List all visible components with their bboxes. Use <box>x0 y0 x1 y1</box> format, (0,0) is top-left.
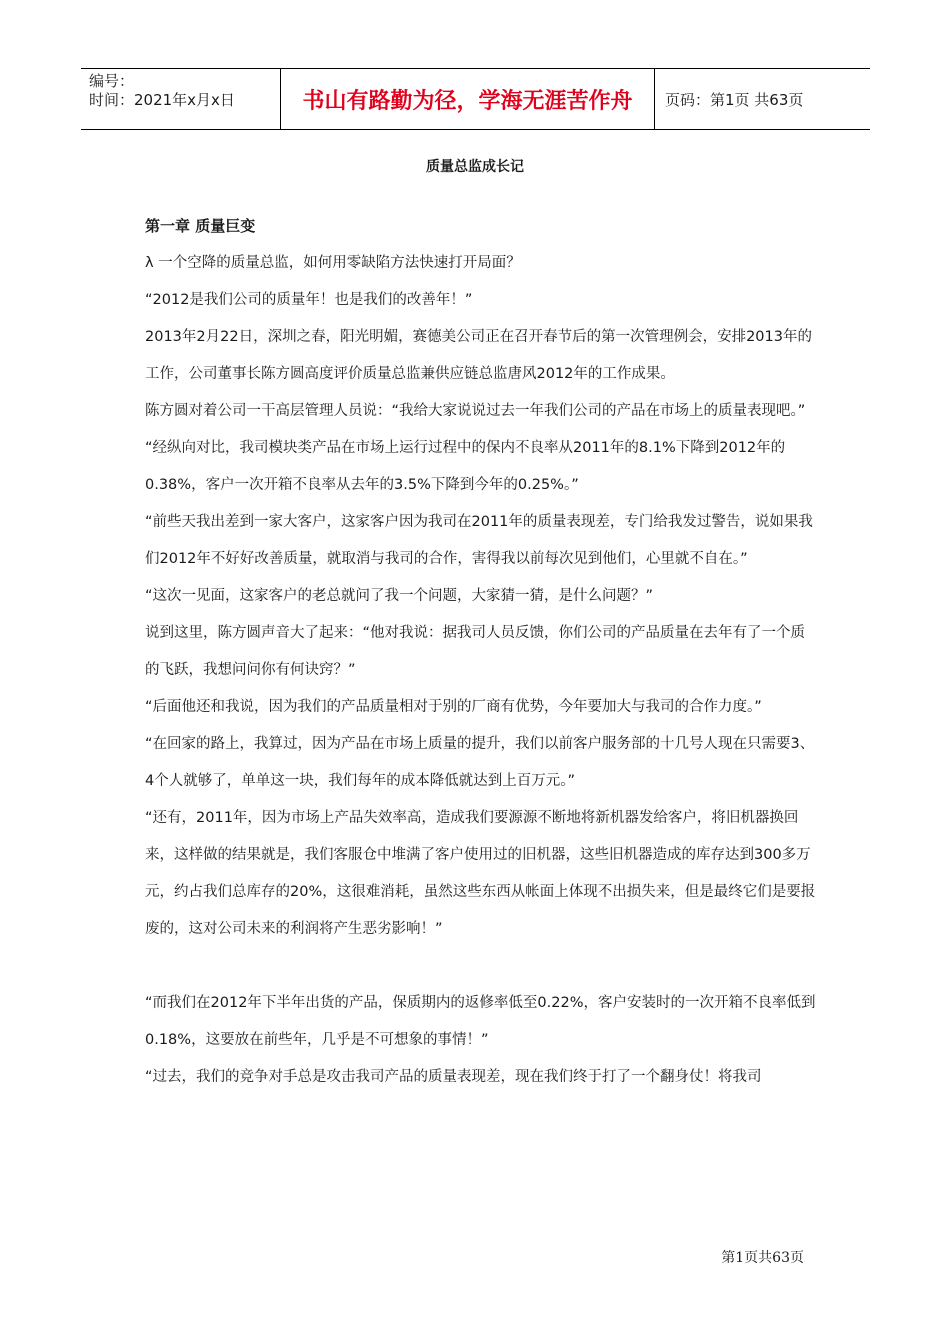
paragraph-group-a <box>145 245 817 948</box>
body-paragraph: λ 一个空降的质量总监，如何用零缺陷方法快速打开局面？ <box>145 255 521 271</box>
body-paragraph: 说到这里，陈方圆声音大了起来：“他对我说：据我司人员反馈，你们公司的产品质量在去年有了一个质的飞跃，我想问问你有何诀窍？” <box>145 625 806 678</box>
doc-number-label: 编号： <box>89 72 135 90</box>
page-footer: 第1页共63页 <box>721 1250 804 1266</box>
document-body <box>145 208 817 1096</box>
body-paragraph: “这次一见面，这家客户的老总就问了我一个问题，大家猜一猜，是什么问题？” <box>145 588 654 604</box>
body-paragraph: “而我们在2012年下半年出货的产品，保质期内的返修率低至0.22%，客户安装时的一次开箱不良率低到0.18%，这要放在前些年，几乎是不可想象的事情！” <box>145 995 816 1048</box>
header-page-code: 页码：第1页 共63页 <box>665 90 804 109</box>
paragraph-group-b <box>145 985 817 1096</box>
doc-time-label: 时间：2021年x月x日 <box>89 91 235 109</box>
paragraph-gap <box>145 948 817 985</box>
chapter-heading: 第一章 质量巨变 <box>145 217 256 235</box>
header-meta <box>81 69 281 129</box>
body-paragraph: “还有，2011年，因为市场上产品失效率高，造成我们要源源不断地将新机器发给客户，将旧机器换回来，这样做的结果就是，我们客服仓中堆满了客户使用过的旧机器，这些旧机器造成的库存达到300多万元，约占我们总库存的20%，这很难消耗，虽然这些东西从帐面上体现不出损失来，但是最终它们是要报废的，这对公司未来的利润将产生恶劣影响！” <box>145 810 816 937</box>
body-paragraph: “过去，我们的竞争对手总是攻击我司产品的质量表现差，现在我们终于打了一个翻身仗！将我司 <box>145 1069 762 1085</box>
body-paragraph: “2012是我们公司的质量年！也是我们的改善年！” <box>145 292 473 308</box>
body-paragraph: “在回家的路上，我算过，因为产品在市场上质量的提升，我们以前客户服务部的十几号人现在只需要3、4个人就够了，单单这一块，我们每年的成本降低就达到上百万元。” <box>145 736 815 789</box>
body-paragraph: 陈方圆对着公司一干高层管理人员说：“我给大家说说过去一年我们公司的产品在市场上的质量表现吧。” <box>145 403 806 419</box>
body-paragraph: “后面他还和我说，因为我们的产品质量相对于别的厂商有优势，今年要加大与我司的合作力度。” <box>145 699 762 715</box>
page-header <box>81 68 870 130</box>
body-paragraph: 2013年2月22日，深圳之春，阳光明媚，赛德美公司正在召开春节后的第一次管理例会，安排2013年的工作，公司董事长陈方圆高度评价质量总监兼供应链总监唐风2012年的工作成果。 <box>145 329 812 382</box>
body-paragraph: “经纵向对比，我司模块类产品在市场上运行过程中的保内不良率从2011年的8.1%下降到2012年的0.38%，客户一次开箱不良率从去年的3.5%下降到今年的0.25%。” <box>145 440 786 493</box>
header-motto: 书山有路勤为径，学海无涯苦作舟 <box>281 69 655 129</box>
document-title: 质量总监成长记 <box>426 159 524 175</box>
body-paragraph: “前些天我出差到一家大客户，这家客户因为我司在2011年的质量表现差，专门给我发过警告，说如果我们2012年不好好改善质量，就取消与我司的合作，害得我以前每次见到他们，心里就不自在。” <box>145 514 813 567</box>
